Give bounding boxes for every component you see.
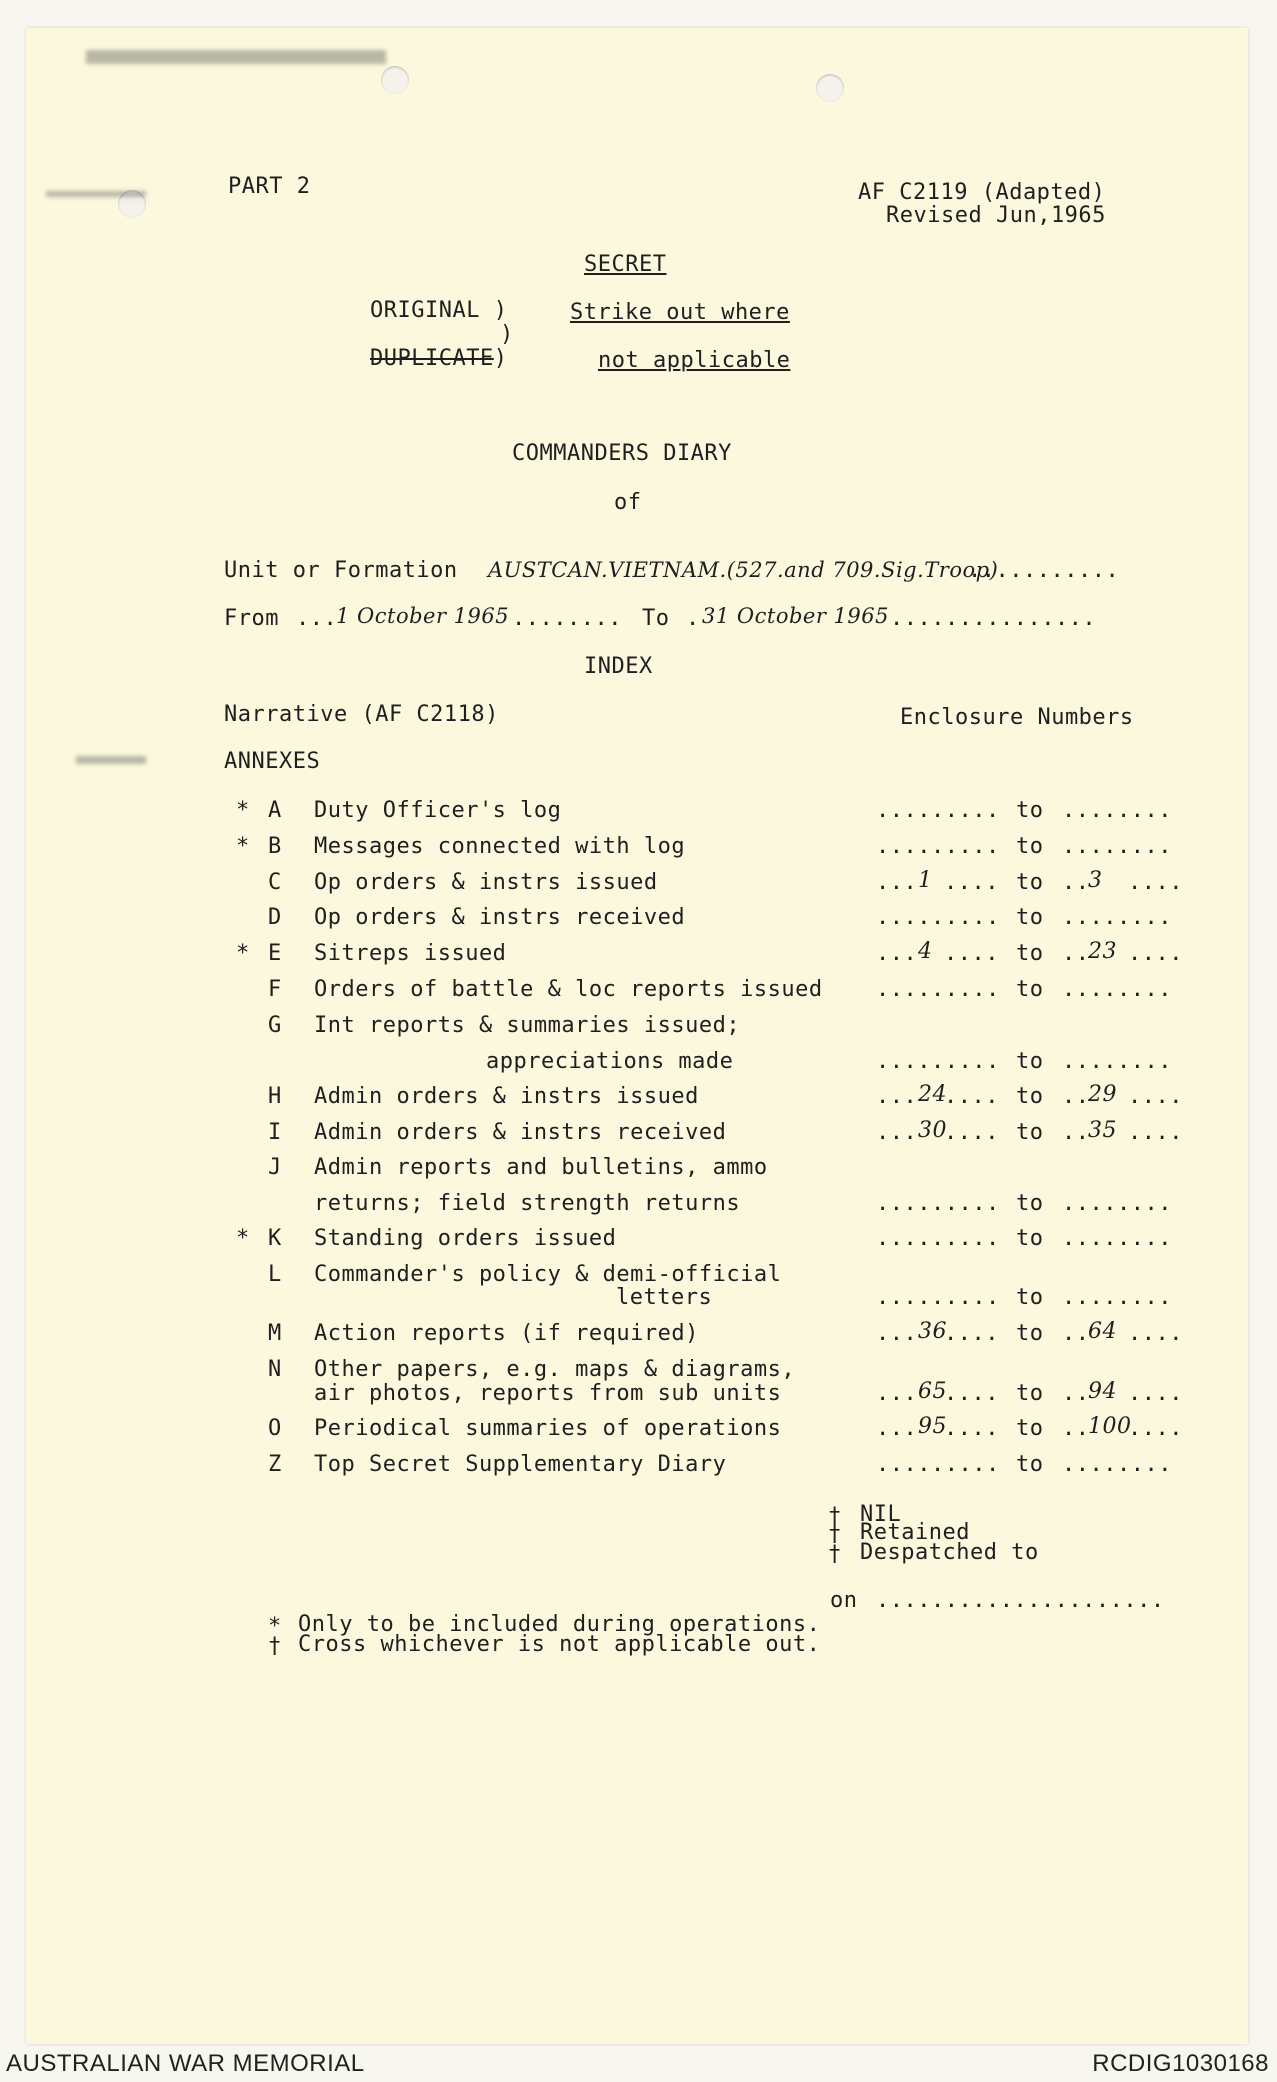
annex-letter: N — [268, 1357, 282, 1382]
diary-title: COMMANDERS DIARY — [512, 441, 732, 466]
enclosure-from-dots: ... — [876, 1084, 918, 1109]
annex-letter: K — [268, 1226, 282, 1251]
enclosure-to-word: to — [1016, 1191, 1044, 1216]
enclosure-from-dots-after: .... — [944, 1120, 999, 1145]
enclosure-to-dots: ........ — [1062, 1285, 1172, 1310]
enclosure-to: 29 — [1088, 1082, 1117, 1107]
strike-note-1: Strike out where — [570, 300, 790, 325]
enclosure-to-dots: ........ — [1062, 1049, 1172, 1074]
annex-description-cont: appreciations made — [486, 1049, 734, 1074]
enclosure-to-dots-after: .... — [1128, 1120, 1183, 1145]
index-heading: INDEX — [584, 654, 653, 679]
annex-letter: B — [268, 834, 282, 859]
enclosure-to-word: to — [1016, 905, 1044, 930]
enclosure-to-dots: ........ — [1062, 1191, 1172, 1216]
annex-description: Action reports (if required) — [314, 1321, 699, 1346]
enclosure-from-dots: ......... — [876, 1285, 1000, 1310]
enclosure-to-word: to — [1016, 798, 1044, 823]
enclosure-from-dots: ......... — [876, 1452, 1000, 1477]
enclosure-to: 35 — [1088, 1118, 1117, 1143]
annex-letter: F — [268, 977, 282, 1002]
enclosure-to-dots-after: .... — [1128, 1381, 1183, 1406]
enclosure-to-word: to — [1016, 1084, 1044, 1109]
enclosure-to-dots: .. — [1062, 870, 1090, 895]
original-label: ORIGINAL ) — [370, 298, 508, 323]
enclosure-to-word: to — [1016, 1049, 1044, 1074]
strike-note-2: not applicable — [598, 348, 791, 373]
punch-hole — [381, 66, 409, 94]
enclosure-to-dots: ........ — [1062, 798, 1172, 823]
enclosure-from-dots: ... — [876, 1416, 918, 1441]
ink-smudge — [86, 50, 386, 64]
enclosure-to-dots: .. — [1062, 1381, 1090, 1406]
diary-title-of: of — [614, 490, 642, 515]
enclosure-to-word: to — [1016, 1381, 1044, 1406]
unit-label: Unit or Formation — [224, 558, 458, 583]
annex-letter: Z — [268, 1452, 282, 1477]
revised-date: Revised Jun,1965 — [886, 203, 1106, 228]
enclosure-to-word: to — [1016, 1416, 1044, 1441]
annex-description-cont: air photos, reports from sub units — [314, 1381, 782, 1406]
annex-star: * — [236, 941, 250, 966]
annex-description: Duty Officer's log — [314, 798, 562, 823]
duplicate-label — [370, 346, 507, 371]
from-label: From — [224, 606, 279, 631]
enclosure-from-dots: ... — [876, 1321, 918, 1346]
enclosure-to: 64 — [1088, 1319, 1117, 1344]
enclosure-to-dots-after: .... — [1128, 870, 1183, 895]
enclosure-from: 1 — [918, 868, 933, 893]
disposal-nil: NIL — [860, 1502, 902, 1527]
to-label: To — [642, 606, 670, 631]
enclosure-to-dots: .. — [1062, 1120, 1090, 1145]
enclosure-to-dots: ........ — [1062, 905, 1172, 930]
enclosure-from-dots: ... — [876, 941, 918, 966]
enclosure-from-dots-after: .... — [944, 1321, 999, 1346]
dagger-mark: † — [828, 1542, 842, 1567]
enclosure-to-dots-after: .... — [1128, 1416, 1183, 1441]
annex-letter: G — [268, 1013, 282, 1038]
enclosure-from: 65 — [918, 1379, 947, 1404]
enclosure-from-dots: ......... — [876, 1049, 1000, 1074]
enclosure-to-dots: ........ — [1062, 1226, 1172, 1251]
annex-description: Top Secret Supplementary Diary — [314, 1452, 727, 1477]
annex-star: * — [236, 834, 250, 859]
annexes-label: ANNEXES — [224, 749, 321, 774]
annex-letter: I — [268, 1120, 282, 1145]
enclosure-from-dots: ......... — [876, 834, 1000, 859]
enclosure-to-dots-after: .... — [1128, 1321, 1183, 1346]
enclosure-to-word: to — [1016, 834, 1044, 859]
enclosure-from-dots: ......... — [876, 1191, 1000, 1216]
to-dots-after: ............... — [890, 606, 1097, 631]
part-label: PART 2 — [228, 174, 311, 199]
enclosure-from: 36 — [918, 1319, 947, 1344]
annex-description: Periodical summaries of operations — [314, 1416, 782, 1441]
enclosure-from: 24 — [918, 1082, 947, 1107]
enclosure-to-word: to — [1016, 977, 1044, 1002]
duplicate-struck: DUPLICATE — [370, 346, 494, 371]
enclosure-from: 4 — [918, 939, 933, 964]
enclosure-to-word: to — [1016, 1285, 1044, 1310]
from-dots-after: ........ — [512, 606, 622, 631]
enclosure-to-dots: .. — [1062, 1084, 1090, 1109]
ink-smudge — [76, 756, 146, 764]
annex-letter: A — [268, 798, 282, 823]
disposal-despatched: Despatched to — [860, 1540, 1039, 1565]
enclosure-to-word: to — [1016, 1226, 1044, 1251]
footer-right: RCDIG1030168 — [1092, 2050, 1269, 2077]
asterisk-mark: * — [268, 1614, 282, 1639]
enclosure-to: 100 — [1088, 1414, 1132, 1439]
annex-description: Orders of battle & loc reports issued — [314, 977, 823, 1002]
annex-description: Messages connected with log — [314, 834, 686, 859]
enclosure-to-word: to — [1016, 1120, 1044, 1145]
enclosure-from-dots: ......... — [876, 798, 1000, 823]
enclosure-from-dots-after: .... — [944, 1416, 999, 1441]
annex-description: Admin orders & instrs received — [314, 1120, 727, 1145]
enclosure-to: 94 — [1088, 1379, 1117, 1404]
enclosure-to: 3 — [1088, 868, 1103, 893]
ink-smudge — [46, 191, 146, 197]
annex-description: Op orders & instrs received — [314, 905, 686, 930]
enclosure-to-word: to — [1016, 870, 1044, 895]
to-dots: . — [686, 606, 700, 631]
annex-letter: M — [268, 1321, 282, 1346]
enclosure-to-word: to — [1016, 1452, 1044, 1477]
disposal-on: on — [830, 1588, 858, 1613]
annex-description: Op orders & instrs issued — [314, 870, 658, 895]
form-number: AF C2119 (Adapted) — [858, 180, 1106, 205]
punch-hole — [816, 74, 844, 102]
enclosure-from-dots: ... — [876, 1120, 918, 1145]
dagger-mark: † — [828, 1504, 842, 1529]
annex-star: * — [236, 1226, 250, 1251]
enclosure-from-dots: ... — [876, 1381, 918, 1406]
annex-description: Standing orders issued — [314, 1226, 617, 1251]
enclosure-to-dots: .. — [1062, 1321, 1090, 1346]
note-cross-out: Cross whichever is not applicable out. — [298, 1632, 821, 1657]
from-value: 1 October 1965 — [336, 604, 510, 628]
annex-description: Commander's policy & demi-official — [314, 1262, 782, 1287]
annex-description: Int reports & summaries issued; — [314, 1013, 741, 1038]
dagger-mark: † — [268, 1634, 282, 1659]
unit-value: AUSTCAN.VIETNAM.(527.and 709.Sig.Troop) — [488, 558, 999, 582]
disposal-retained: Retained — [860, 1520, 970, 1545]
enclosure-to-word: to — [1016, 941, 1044, 966]
narrative-label: Narrative (AF C2118) — [224, 702, 499, 727]
unit-dots: ........... — [968, 558, 1120, 583]
enclosure-from: 30 — [918, 1118, 947, 1143]
annex-description: Sitreps issued — [314, 941, 507, 966]
annex-star: * — [236, 798, 250, 823]
enclosure-to-dots: ........ — [1062, 834, 1172, 859]
enclosure-from-dots: ......... — [876, 1226, 1000, 1251]
annex-letter: C — [268, 870, 282, 895]
annex-letter: H — [268, 1084, 282, 1109]
annex-description: Admin orders & instrs issued — [314, 1084, 699, 1109]
bracket: ) — [500, 322, 514, 347]
annex-letter: J — [268, 1155, 282, 1180]
annex-description-cont: letters — [616, 1285, 713, 1310]
disposal-on-dots: ..................... — [876, 1588, 1165, 1613]
enclosure-to-dots: ........ — [1062, 1452, 1172, 1477]
enclosure-from-dots-after: .... — [944, 1381, 999, 1406]
note-operations: Only to be included during operations. — [298, 1612, 821, 1637]
enclosure-from-dots-after: .... — [944, 941, 999, 966]
footer-left: AUSTRALIAN WAR MEMORIAL — [6, 2050, 365, 2077]
dagger-mark: † — [828, 1522, 842, 1547]
enclosure-from-dots: ......... — [876, 977, 1000, 1002]
enclosure-from-dots-after: .... — [944, 1084, 999, 1109]
enclosure-to-dots: .. — [1062, 1416, 1090, 1441]
bracket-close: ) — [493, 346, 508, 371]
annex-letter: L — [268, 1262, 282, 1287]
annex-description-cont: returns; field strength returns — [314, 1191, 741, 1216]
enclosure-from-dots: ... — [876, 870, 918, 895]
enclosure-to: 23 — [1088, 939, 1117, 964]
classification: SECRET — [584, 252, 667, 277]
enclosure-to-dots: ........ — [1062, 977, 1172, 1002]
enclosure-to-dots: .. — [1062, 941, 1090, 966]
enclosure-to-dots-after: .... — [1128, 1084, 1183, 1109]
annex-description: Other papers, e.g. maps & diagrams, — [314, 1357, 796, 1382]
from-dots: ... — [296, 606, 338, 631]
enclosure-from: 95 — [918, 1414, 947, 1439]
enclosure-to-dots-after: .... — [1128, 941, 1183, 966]
to-value: 31 October 1965 — [702, 604, 889, 628]
annex-letter: E — [268, 941, 282, 966]
annex-description: Admin reports and bulletins, ammo — [314, 1155, 768, 1180]
enclosure-to-word: to — [1016, 1321, 1044, 1346]
enclosure-from-dots-after: .... — [944, 870, 999, 895]
annex-letter: O — [268, 1416, 282, 1441]
enclosure-from-dots: ......... — [876, 905, 1000, 930]
enclosure-header: Enclosure Numbers — [900, 705, 1134, 730]
annex-letter: D — [268, 905, 282, 930]
